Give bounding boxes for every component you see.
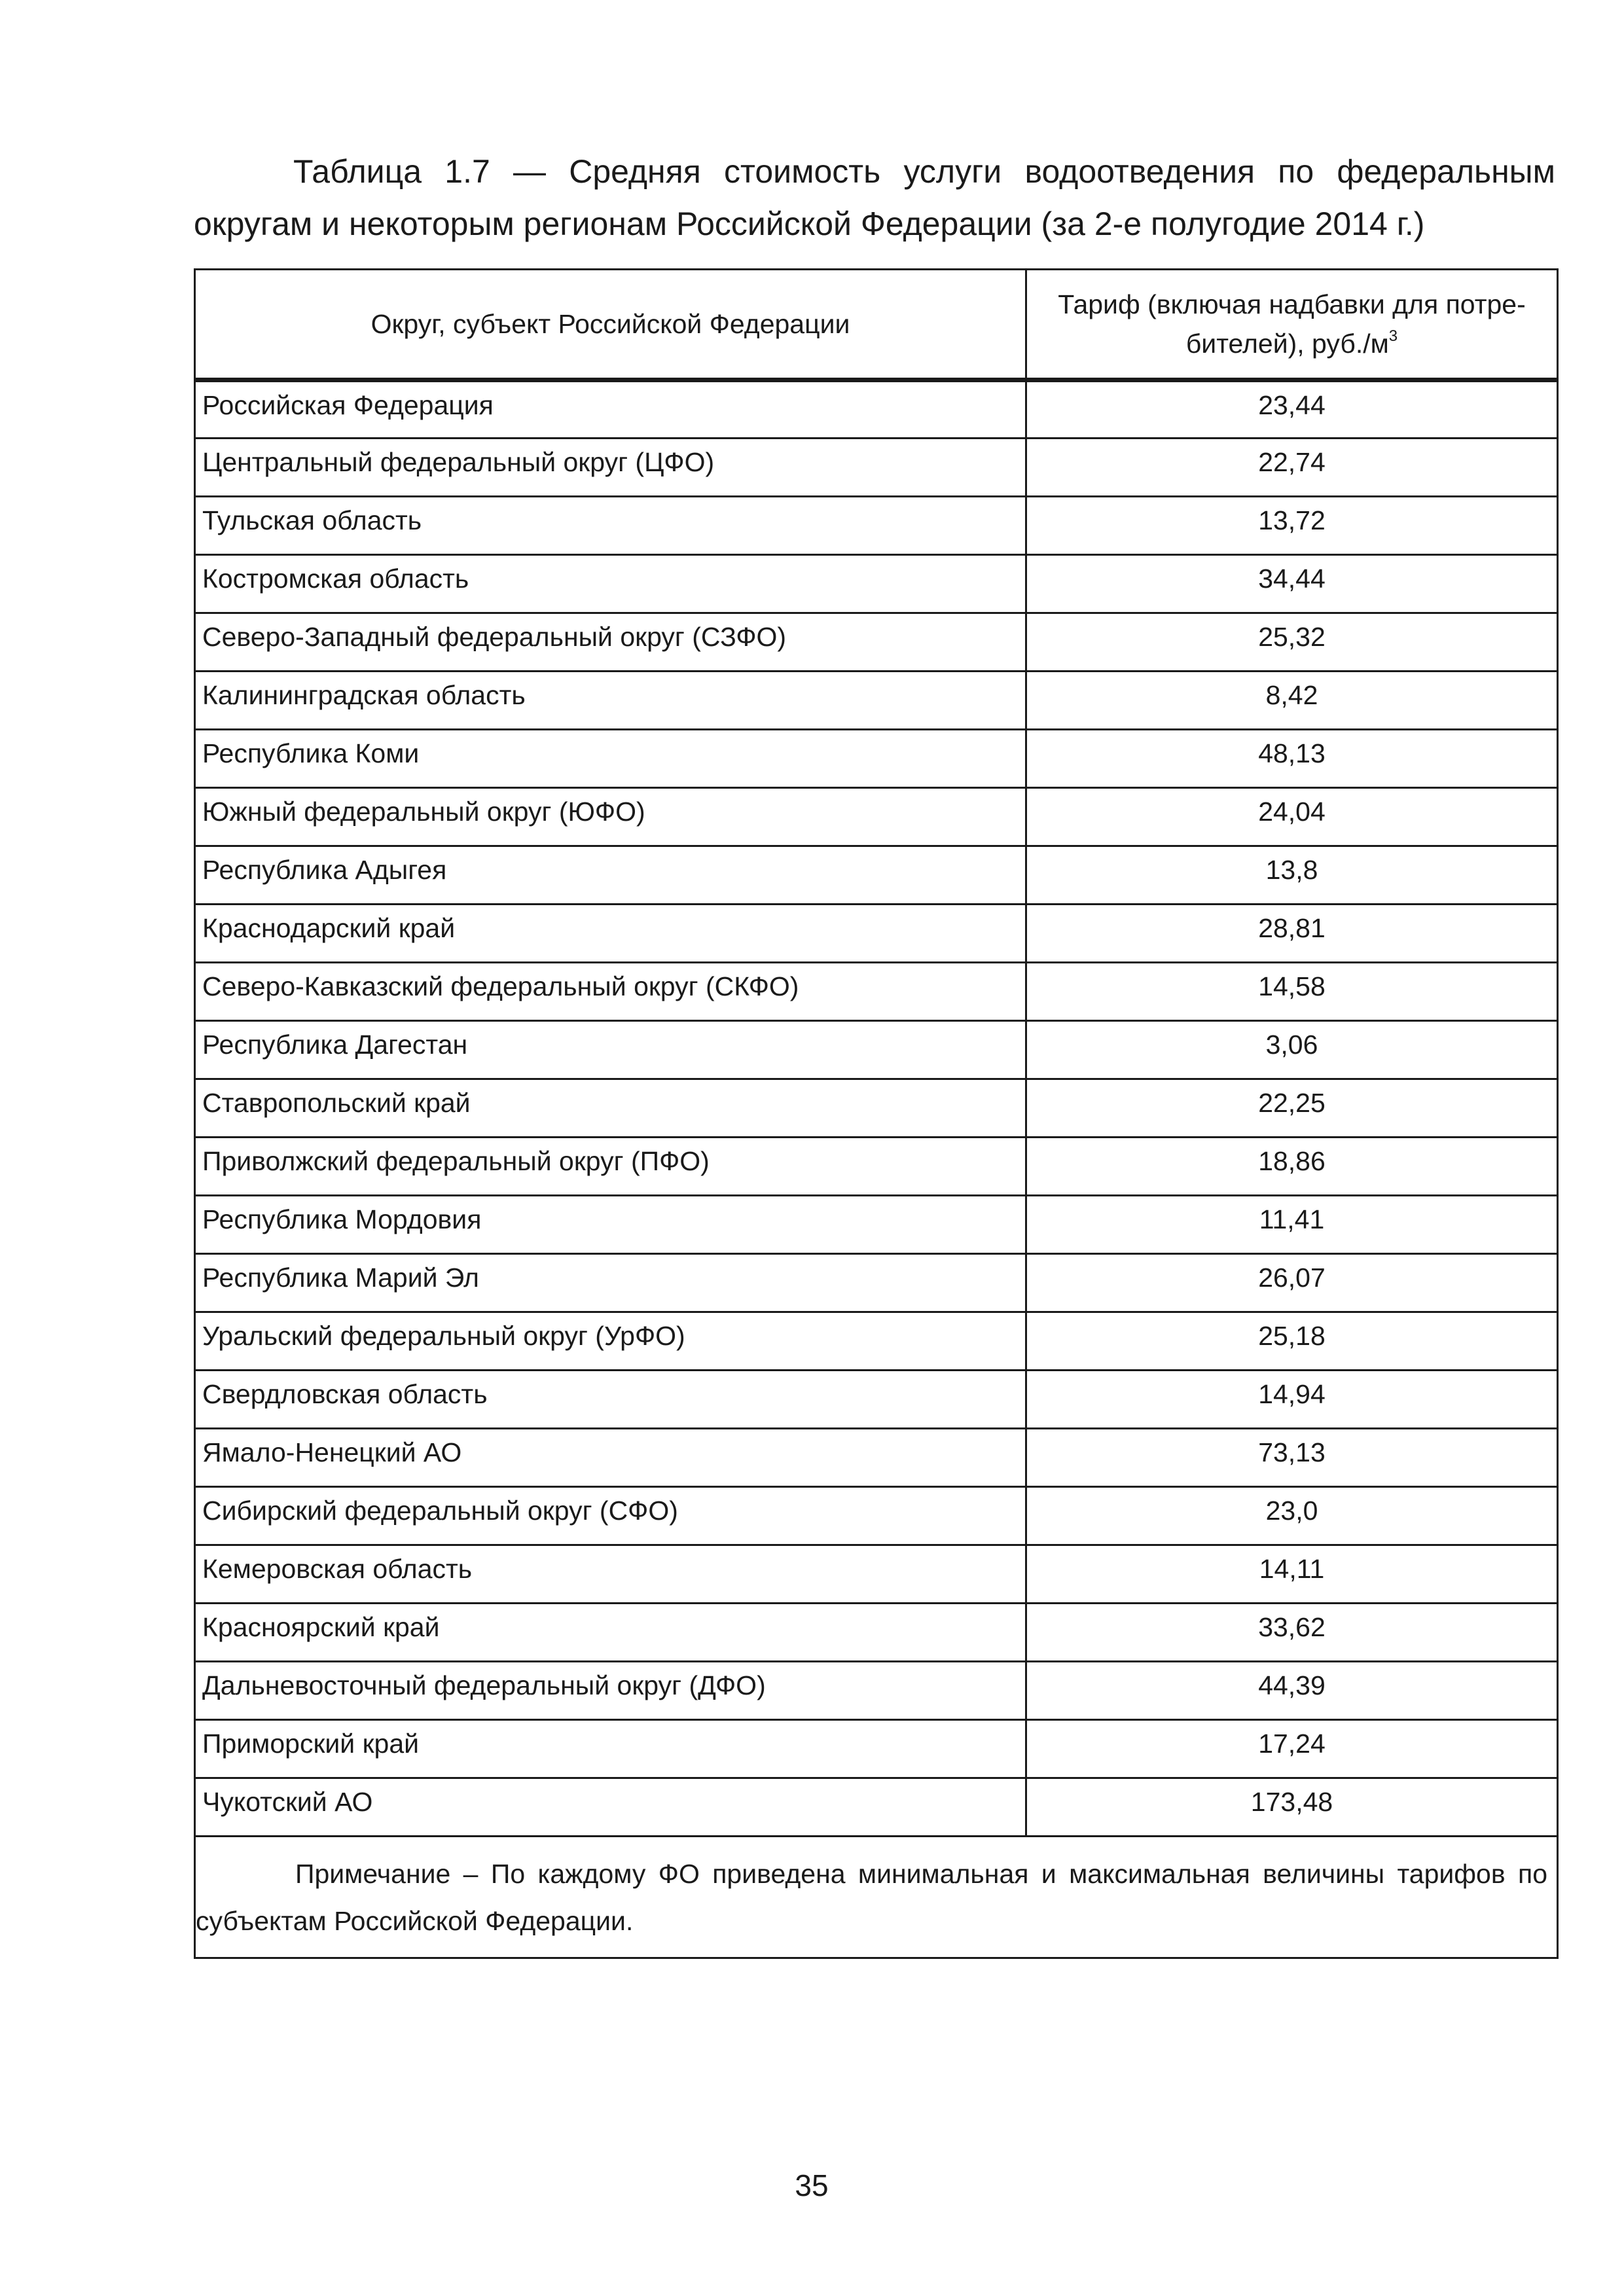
table-note-line-1: Примечание – По каждому ФО приведена минимальная и максимальная величины тарифов по <box>295 1859 1547 1889</box>
region-name-cell: Уральский федеральный округ (УрФО) <box>195 1312 1026 1371</box>
region-name-cell: Южный федеральный округ (ЮФО) <box>195 788 1026 846</box>
table-note <box>195 1837 1558 1958</box>
tariff-value-cell: 25,18 <box>1026 1312 1558 1371</box>
tariff-value-cell: 22,74 <box>1026 439 1558 497</box>
tariff-value-cell: 173,48 <box>1026 1778 1558 1837</box>
tariff-value-cell: 13,8 <box>1026 846 1558 905</box>
table-row <box>195 1545 1558 1604</box>
table-row <box>195 730 1558 788</box>
tariff-value-cell: 3,06 <box>1026 1021 1558 1079</box>
tariff-value-cell: 23,0 <box>1026 1487 1558 1545</box>
table-row <box>195 1312 1558 1371</box>
tariff-value-cell: 44,39 <box>1026 1662 1558 1720</box>
tariff-value-cell: 48,13 <box>1026 730 1558 788</box>
tariff-value-cell: 18,86 <box>1026 1138 1558 1196</box>
table-row <box>195 1604 1558 1662</box>
header-tariff-line-2: бителей), руб./м <box>1185 329 1389 359</box>
table-row <box>195 1021 1558 1079</box>
region-name-cell: Приморский край <box>195 1720 1026 1778</box>
table-row <box>195 1196 1558 1254</box>
region-name-cell: Ставропольский край <box>195 1079 1026 1138</box>
region-name-cell: Республика Марий Эл <box>195 1254 1026 1312</box>
table-note-row <box>195 1837 1558 1958</box>
tariff-value-cell: 26,07 <box>1026 1254 1558 1312</box>
tariff-value-cell: 33,62 <box>1026 1604 1558 1662</box>
table-row <box>195 497 1558 555</box>
region-name-cell: Приволжский федеральный округ (ПФО) <box>195 1138 1026 1196</box>
table-caption-line-1: Таблица 1.7 — Средняя стоимость услуги водоотведения по федеральным <box>293 153 1555 190</box>
tariff-table <box>194 268 1559 1959</box>
table-header-row <box>195 270 1558 380</box>
tariff-value-cell: 23,44 <box>1026 380 1558 439</box>
tariff-value-cell: 22,25 <box>1026 1079 1558 1138</box>
tariff-value-cell: 34,44 <box>1026 555 1558 613</box>
table-row <box>195 1254 1558 1312</box>
tariff-value-cell: 28,81 <box>1026 905 1558 963</box>
table-row <box>195 1487 1558 1545</box>
region-name-cell: Дальневосточный федеральный округ (ДФО) <box>195 1662 1026 1720</box>
region-name-cell: Краснодарский край <box>195 905 1026 963</box>
table-body <box>195 380 1558 1837</box>
region-name-cell: Центральный федеральный округ (ЦФО) <box>195 439 1026 497</box>
region-name-cell: Республика Коми <box>195 730 1026 788</box>
region-name-cell: Тульская область <box>195 497 1026 555</box>
region-name-cell: Красноярский край <box>195 1604 1026 1662</box>
region-name-cell: Чукотский АО <box>195 1778 1026 1837</box>
region-name-cell: Костромская область <box>195 555 1026 613</box>
region-name-cell: Республика Адыгея <box>195 846 1026 905</box>
tariff-value-cell: 13,72 <box>1026 497 1558 555</box>
table-row <box>195 613 1558 672</box>
tariff-value-cell: 17,24 <box>1026 1720 1558 1778</box>
region-name-cell: Северо-Кавказский федеральный округ (СКФО) <box>195 963 1026 1021</box>
table-row <box>195 380 1558 439</box>
region-name-cell: Российская Федерация <box>195 380 1026 439</box>
table-row <box>195 672 1558 730</box>
table-row <box>195 1138 1558 1196</box>
table-row <box>195 1778 1558 1837</box>
tariff-value-cell: 8,42 <box>1026 672 1558 730</box>
table-row <box>195 1429 1558 1487</box>
header-tariff-line-1: Тариф (включая надбавки для потре- <box>1058 289 1526 319</box>
tariff-value-cell: 11,41 <box>1026 1196 1558 1254</box>
region-name-cell: Калининградская область <box>195 672 1026 730</box>
table-row <box>195 1720 1558 1778</box>
header-region: Округ, субъект Российской Федерации <box>195 270 1026 380</box>
region-name-cell: Ямало-Ненецкий АО <box>195 1429 1026 1487</box>
region-name-cell: Свердловская область <box>195 1371 1026 1429</box>
tariff-value-cell: 73,13 <box>1026 1429 1558 1487</box>
table-row <box>195 1662 1558 1720</box>
region-name-cell: Кемеровская область <box>195 1545 1026 1604</box>
tariff-value-cell: 14,58 <box>1026 963 1558 1021</box>
page-number: 35 <box>795 2168 829 2202</box>
tariff-value-cell: 14,11 <box>1026 1545 1558 1604</box>
table-row <box>195 439 1558 497</box>
tariff-value-cell: 14,94 <box>1026 1371 1558 1429</box>
region-name-cell: Республика Дагестан <box>195 1021 1026 1079</box>
table-row <box>195 963 1558 1021</box>
table-caption <box>194 145 1555 250</box>
region-name-cell: Северо-Западный федеральный округ (СЗФО) <box>195 613 1026 672</box>
table-caption-line-2: округам и некоторым регионам Российской Федерации (за 2-е полугодие 2014 г.) <box>194 206 1425 242</box>
header-tariff-superscript: 3 <box>1388 327 1398 345</box>
header-tariff <box>1026 270 1558 380</box>
tariff-value-cell: 25,32 <box>1026 613 1558 672</box>
table-row <box>195 846 1558 905</box>
table-row <box>195 555 1558 613</box>
tariff-value-cell: 24,04 <box>1026 788 1558 846</box>
region-name-cell: Сибирский федеральный округ (СФО) <box>195 1487 1026 1545</box>
table-row <box>195 1079 1558 1138</box>
table-row <box>195 905 1558 963</box>
table-row <box>195 788 1558 846</box>
table-row <box>195 1371 1558 1429</box>
region-name-cell: Республика Мордовия <box>195 1196 1026 1254</box>
table-note-line-2: субъектам Российской Федерации. <box>196 1906 634 1936</box>
